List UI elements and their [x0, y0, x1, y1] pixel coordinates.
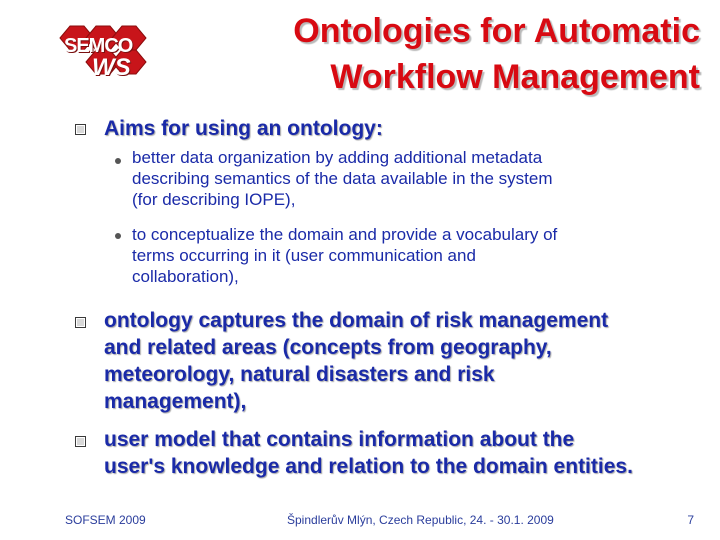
sub-bullet-1-line: describing semantics of the data available in the system: [132, 169, 553, 188]
slide-title: [180, 8, 700, 100]
bullet-3-line: user's knowledge and relation to the domain entities.: [104, 455, 633, 478]
bullet-3-line: user model that contains information about the: [104, 428, 575, 451]
logo-text-bottom: WS: [92, 54, 131, 81]
bullet-2-line: and related areas (concepts from geography,: [104, 336, 552, 359]
sub-bullet-2: [132, 224, 557, 287]
sub-bullet-2-line: to conceptualize the domain and provide a vocabulary of: [132, 225, 558, 244]
title-line-1: Ontologies for Automatic: [293, 12, 700, 50]
title-line-2: Workflow Management: [330, 58, 700, 96]
sub-bullet-1-line: better data organization by adding additional metadata: [132, 148, 543, 167]
page-number: 7: [687, 513, 694, 527]
footer-location: Špindlerův Mlýn, Czech Republic, 24. - 30.1. 2009: [287, 513, 554, 527]
bullet-2-line: ontology captures the domain of risk management: [104, 309, 609, 332]
square-bullet-icon: [75, 436, 86, 447]
bullet-3-text: [104, 426, 633, 480]
dot-bullet-icon: [115, 233, 121, 239]
logo-text-top: SEMCO: [64, 35, 133, 57]
bullet-2-line: meteorology, natural disasters and risk: [104, 363, 495, 386]
sub-bullet-1-line: (for describing IOPE),: [132, 190, 296, 209]
square-bullet-icon: [75, 124, 86, 135]
bullet-1-text: Aims for using an ontology:: [104, 117, 383, 140]
bullet-2-text: [104, 307, 608, 415]
sub-bullet-2-line: terms occurring in it (user communication and: [132, 246, 476, 265]
footer-conference: SOFSEM 2009: [65, 513, 146, 527]
square-bullet-icon: [75, 317, 86, 328]
sub-bullet-2-line: collaboration),: [132, 267, 239, 286]
dot-bullet-icon: [115, 158, 121, 164]
sub-bullet-1: [132, 147, 553, 210]
semco-ws-logo: [50, 18, 160, 88]
bullet-2-line: management),: [104, 390, 247, 413]
